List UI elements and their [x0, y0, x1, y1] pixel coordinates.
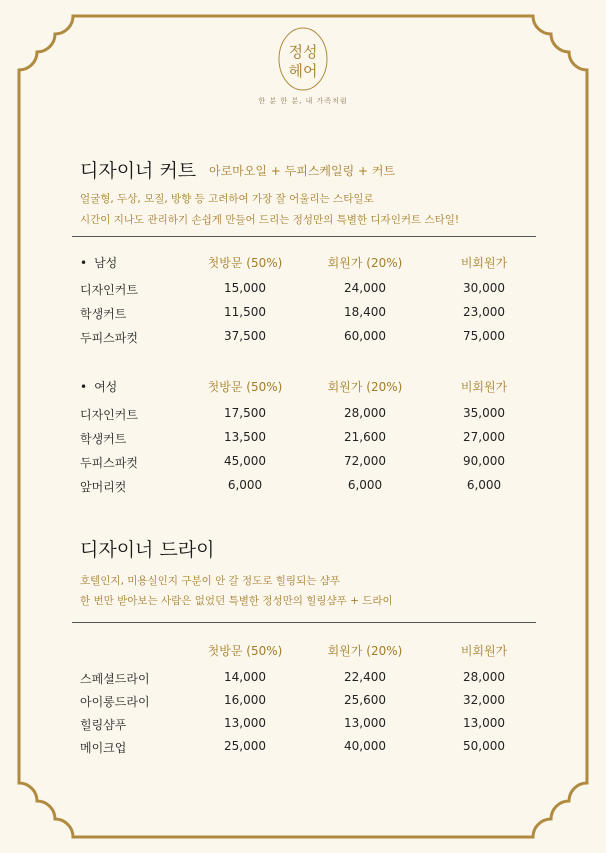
price-first: 37,500: [224, 329, 266, 343]
price-regular: 28,000: [463, 670, 505, 684]
price-member: 13,000: [344, 716, 386, 730]
table-row: [0, 329, 606, 347]
price-member: 40,000: [344, 739, 386, 753]
price-first: 13,000: [224, 716, 266, 730]
tagline: 한 분 한 분, 내 가족처럼: [258, 97, 348, 105]
table-row: [0, 305, 606, 323]
price-member: 18,400: [344, 305, 386, 319]
cut-description-line-2: 시간이 지나도 관리하기 손쉽게 만들어 드리는 정성만의 특별한 디자인커트 스타일!: [80, 214, 460, 226]
header-member: 회원가 (20%): [327, 256, 403, 270]
price-regular: 30,000: [463, 281, 505, 295]
price-member: 25,600: [344, 693, 386, 707]
price-first: 6,000: [227, 478, 263, 492]
price-regular: 23,000: [463, 305, 505, 319]
cut-section-subtitle: 아로마오일 + 두피스케일링 + 커트: [209, 164, 396, 178]
header-regular: 비회원가: [460, 380, 508, 394]
price-regular: 75,000: [463, 329, 505, 343]
price-regular: 6,000: [466, 478, 502, 492]
dry-description-line-2: 한 번만 받아보는 사람은 없었던 특별한 정성만의 힐링샴푸 + 드라이: [80, 595, 393, 607]
svg-text:정성: 정성: [288, 43, 318, 61]
women-label: • 여성: [80, 378, 117, 395]
header-first-visit: 첫방문 (50%): [207, 256, 283, 270]
price-member: 72,000: [344, 454, 386, 468]
table-row: [0, 430, 606, 448]
dry-header-row: [0, 642, 606, 660]
dry-description-line-1: 호텔인지, 미용실인지 구분이 안 갈 정도로 힐링되는 샴푸: [80, 575, 340, 587]
header-member: 회원가 (20%): [327, 380, 403, 394]
service-name: 앞머리컷: [80, 480, 127, 494]
divider: [72, 236, 536, 237]
table-row: [0, 693, 606, 711]
price-member: 24,000: [344, 281, 386, 295]
price-first: 14,000: [224, 670, 266, 684]
table-row: [0, 739, 606, 757]
price-member: 22,400: [344, 670, 386, 684]
price-regular: 50,000: [463, 739, 505, 753]
service-name: 디자인커트: [80, 408, 138, 422]
cut-description-line-1: 얼굴형, 두상, 모질, 방향 등 고려하여 가장 잘 어울리는 스타일로: [80, 193, 374, 205]
price-first: 17,500: [224, 406, 266, 420]
price-regular: 90,000: [463, 454, 505, 468]
dry-section-title: 디자이너 드라이: [80, 539, 215, 561]
price-member: 6,000: [347, 478, 383, 492]
service-name: 스페셜드라이: [80, 672, 150, 686]
svg-text:헤어: 헤어: [288, 62, 318, 80]
price-first: 45,000: [224, 454, 266, 468]
price-member: 21,600: [344, 430, 386, 444]
table-row: [0, 670, 606, 688]
service-name: 디자인커트: [80, 283, 138, 297]
cut-section-title: 디자이너 커트: [80, 160, 197, 182]
price-first: 11,500: [224, 305, 266, 319]
price-regular: 32,000: [463, 693, 505, 707]
service-name: 두피스파컷: [80, 456, 138, 470]
table-row: [0, 478, 606, 496]
header-first-visit: 첫방문 (50%): [207, 380, 283, 394]
divider: [72, 622, 536, 623]
header-regular: 비회원가: [460, 644, 508, 658]
service-name: 학생커트: [80, 307, 127, 321]
service-name: 아이롱드라이: [80, 695, 150, 709]
price-regular: 27,000: [463, 430, 505, 444]
price-member: 60,000: [344, 329, 386, 343]
men-label: • 남성: [80, 254, 117, 271]
header-first-visit: 첫방문 (50%): [207, 644, 283, 658]
service-name: 힐링샴푸: [80, 718, 127, 732]
price-member: 28,000: [344, 406, 386, 420]
price-first: 13,500: [224, 430, 266, 444]
table-row: [0, 454, 606, 472]
table-row: [0, 716, 606, 734]
service-name: 메이크업: [80, 741, 127, 755]
price-first: 25,000: [224, 739, 266, 753]
service-name: 두피스파컷: [80, 331, 138, 345]
salon-logo: [277, 26, 329, 92]
price-first: 16,000: [224, 693, 266, 707]
table-row: [0, 406, 606, 424]
service-name: 학생커트: [80, 432, 127, 446]
women-header-row: [0, 378, 606, 396]
header-regular: 비회원가: [460, 256, 508, 270]
price-first: 15,000: [224, 281, 266, 295]
table-row: [0, 281, 606, 299]
header-member: 회원가 (20%): [327, 644, 403, 658]
men-header-row: [0, 254, 606, 272]
price-regular: 13,000: [463, 716, 505, 730]
price-regular: 35,000: [463, 406, 505, 420]
